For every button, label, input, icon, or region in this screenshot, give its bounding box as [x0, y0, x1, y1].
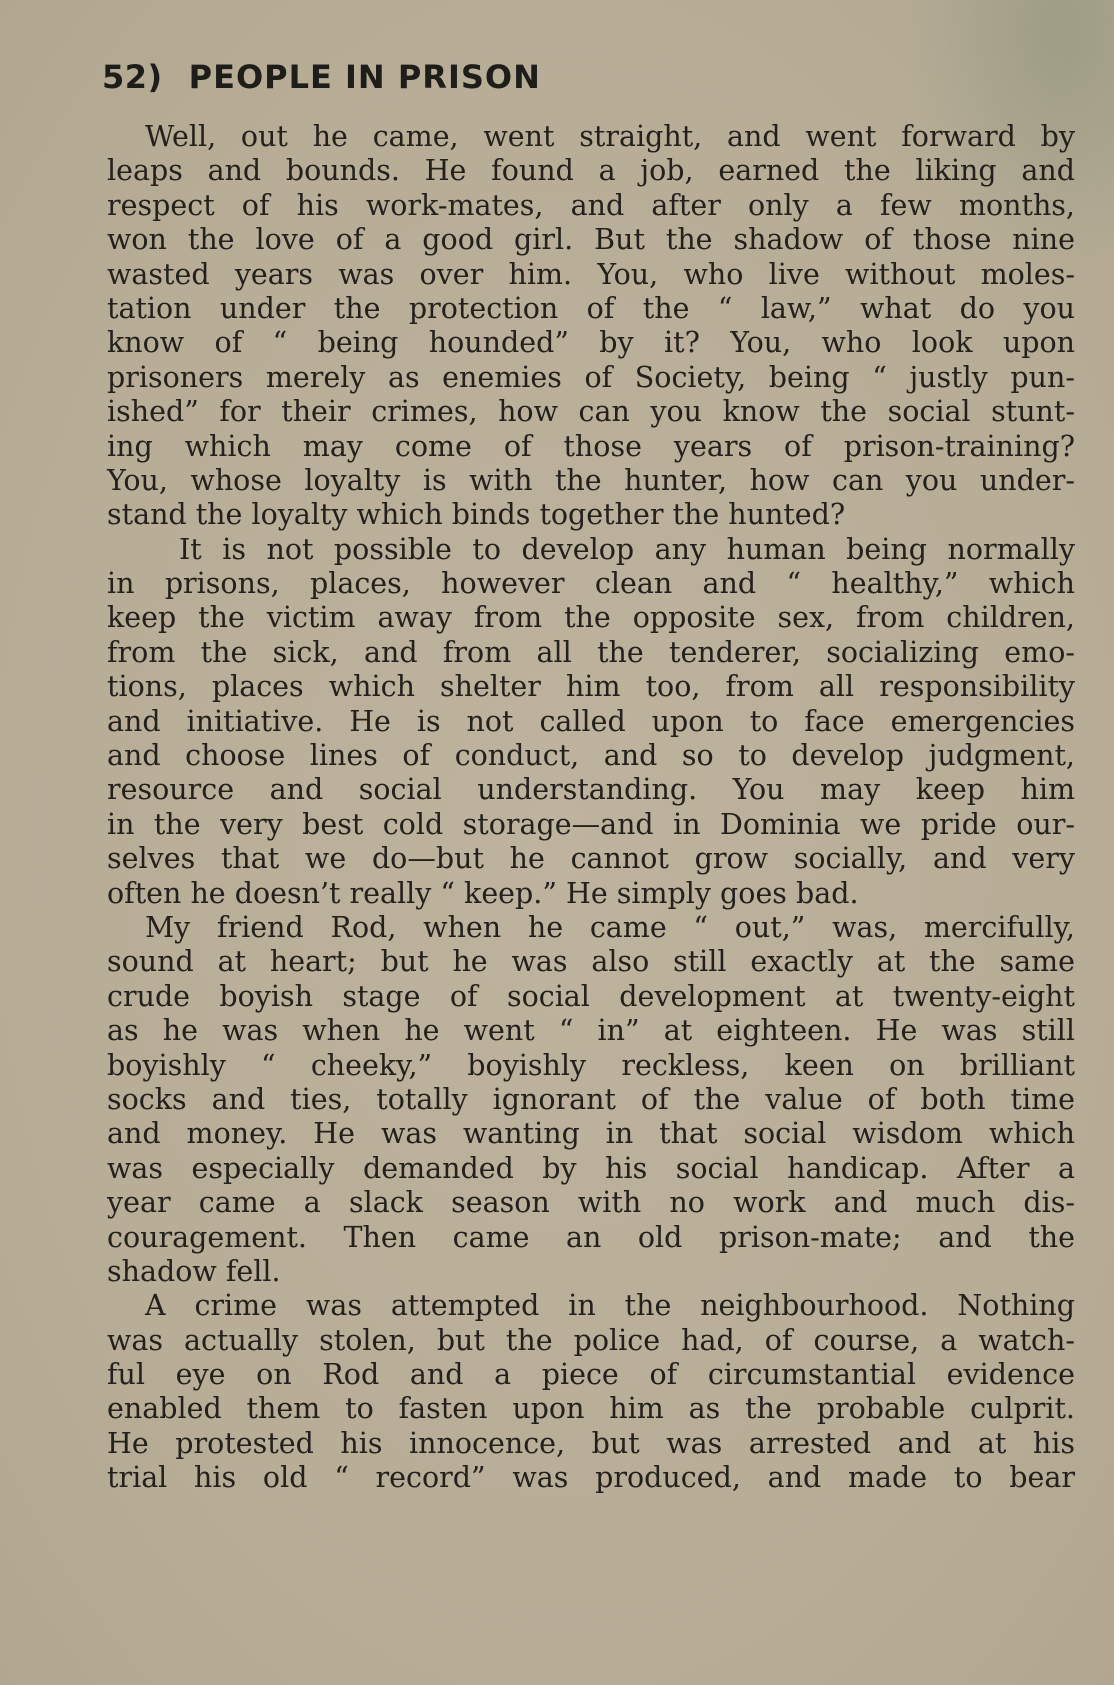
- page-number: 52): [102, 58, 163, 96]
- text-line: selves that we do—but he cannot grow socially, and very: [107, 842, 1075, 876]
- text-line: won the love of a good girl. But the shadow of those nine: [107, 223, 1075, 257]
- text-line: sound at heart; but he was also still exactly at the same: [107, 945, 1075, 979]
- text-line: was actually stolen, but the police had, of course, a watch-: [107, 1323, 1075, 1357]
- text-line: tation under the protection of the “ law,” what do you: [107, 291, 1075, 325]
- text-line: and money. He was wanting in that social wisdom which: [107, 1117, 1075, 1151]
- text-line: year came a slack season with no work and much dis-: [107, 1186, 1075, 1220]
- text-line: couragement. Then came an old prison-mate; and the: [107, 1220, 1075, 1254]
- text-line: as he was when he went “ in” at eighteen. He was still: [107, 1014, 1075, 1048]
- text-line: He protested his innocence, but was arrested and at his: [107, 1426, 1075, 1460]
- running-head: PEOPLE IN PRISON: [188, 58, 541, 96]
- text-line: wasted years was over him. You, who live without moles-: [107, 257, 1075, 291]
- text-line: crude boyish stage of social development at twenty-eight: [107, 979, 1075, 1013]
- text-line: and choose lines of conduct, and so to develop judgment,: [107, 739, 1075, 773]
- page-header: [102, 58, 541, 108]
- text-line: ing which may come of those years of prison-training?: [107, 429, 1075, 463]
- text-line: from the sick, and from all the tenderer, socializing emo-: [107, 635, 1075, 669]
- text-line: You, whose loyalty is with the hunter, how can you under-: [107, 463, 1075, 497]
- text-line: ful eye on Rod and a piece of circumstantial evidence: [107, 1358, 1075, 1392]
- text-line: know of “ being hounded” by it? You, who look upon: [107, 326, 1075, 360]
- text-line: My friend Rod, when he came “ out,” was, mercifully,: [145, 910, 1075, 944]
- text-line: tions, places which shelter him too, from all responsibility: [107, 670, 1075, 704]
- text-line: often he doesn’t really “ keep.” He simply goes bad.: [107, 876, 859, 910]
- text-line: stand the loyalty which binds together the hunted?: [107, 498, 846, 532]
- text-line: resource and social understanding. You may keep him: [107, 773, 1075, 807]
- text-line: was especially demanded by his social handicap. After a: [107, 1151, 1075, 1185]
- text-line: A crime was attempted in the neighbourhood. Nothing: [145, 1289, 1075, 1323]
- text-line: boyishly “ cheeky,” boyishly reckless, keen on brilliant: [107, 1048, 1075, 1082]
- text-line: Well, out he came, went straight, and went forward by: [145, 120, 1075, 153]
- text-line: respect of his work-mates, and after only a few months,: [107, 188, 1075, 222]
- text-line: shadow fell.: [107, 1254, 281, 1288]
- text-line: keep the victim away from the opposite sex, from children,: [107, 601, 1075, 635]
- text-line: trial his old “ record” was produced, and made to bear: [107, 1461, 1075, 1495]
- text-line: prisoners merely as enemies of Society, being “ justly pun-: [107, 360, 1075, 394]
- body-text: [107, 120, 1075, 1496]
- text-line: enabled them to fasten upon him as the probable culprit.: [107, 1392, 1075, 1426]
- text-line: It is not possible to develop any human being normally: [179, 532, 1075, 566]
- text-line: ished” for their crimes, how can you know the social stunt-: [107, 395, 1075, 429]
- text-line: socks and ties, totally ignorant of the value of both time: [107, 1082, 1075, 1116]
- text-line: leaps and bounds. He found a job, earned the liking and: [107, 154, 1075, 188]
- text-line: and initiative. He is not called upon to face emergencies: [107, 704, 1075, 738]
- text-line: in the very best cold storage—and in Dominia we pride our-: [107, 807, 1075, 841]
- text-line: in prisons, places, however clean and “ healthy,” which: [107, 567, 1075, 601]
